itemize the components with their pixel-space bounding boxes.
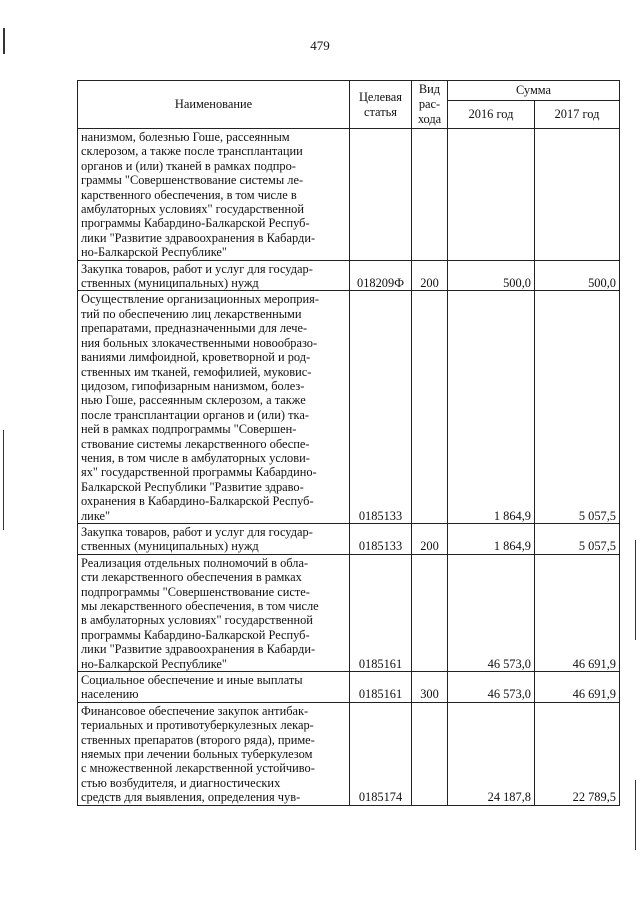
row-expense-type xyxy=(412,129,448,261)
row-name-line: ственных препаратов (второго ряда), приме- xyxy=(81,732,315,747)
row-name-line: с множественной лекарственной устойчиво- xyxy=(81,761,315,776)
row-name-cell xyxy=(78,523,350,554)
row-target-article: 0185133 xyxy=(350,291,412,524)
row-name-line: чения, в том числе в амбулаторных услови- xyxy=(81,450,310,465)
table-row xyxy=(78,260,620,291)
row-sum-2017 xyxy=(535,129,620,261)
row-target-article xyxy=(350,129,412,261)
table-row xyxy=(78,554,620,671)
row-name-line: но-Балкарской Республике" xyxy=(81,656,227,671)
row-name-line: лики "Развитие здравоохранения в Кабарди- xyxy=(81,642,316,657)
header-expense-type-line: рас- xyxy=(418,97,441,111)
row-name-line: подпрограммы "Совершенствование систе- xyxy=(81,584,310,599)
table-body xyxy=(78,129,620,806)
header-target-article-line: Целевая xyxy=(358,90,403,105)
header-sum: Сумма xyxy=(448,81,620,101)
row-sum-2016: 1 864,9 xyxy=(448,523,535,554)
row-sum-2016: 46 573,0 xyxy=(448,672,535,703)
row-sum-2017: 46 691,9 xyxy=(535,554,620,671)
row-sum-2016: 24 187,8 xyxy=(448,702,535,805)
row-name-cell xyxy=(78,672,350,703)
table-row xyxy=(78,291,620,524)
row-expense-type: 300 xyxy=(412,672,448,703)
header-name: Наименование xyxy=(78,81,350,129)
row-sum-2017: 46 691,9 xyxy=(535,672,620,703)
row-name-line: Финансовое обеспечение закупок антибак- xyxy=(81,703,309,718)
row-name-cell xyxy=(78,291,350,524)
scan-edge-mark-right xyxy=(635,540,636,640)
row-name-line: населению xyxy=(81,687,139,702)
row-name-line: ней в рамках подпрограммы "Совершен- xyxy=(81,422,297,437)
budget-table xyxy=(77,80,620,806)
page-number: 479 xyxy=(310,38,330,53)
table-row xyxy=(78,702,620,805)
row-name-line: амбулаторных условиях" государственной xyxy=(81,202,304,217)
table-row xyxy=(78,523,620,554)
row-name-line: тий по обеспечению лиц лекарственными xyxy=(81,306,302,321)
row-name-line: няемых при лечении больных туберкулезом xyxy=(81,747,313,762)
row-name-line: средств для выявления, определения чув- xyxy=(81,790,301,805)
row-name-line: ния больных злокачественными новообразо- xyxy=(81,335,318,350)
row-name-cell xyxy=(78,129,350,261)
row-expense-type xyxy=(412,291,448,524)
row-name-cell xyxy=(78,260,350,291)
scan-edge-mark-right-lower xyxy=(635,780,636,850)
header-year-2016: 2016 год xyxy=(448,101,535,129)
row-target-article: 018209Ф xyxy=(350,260,412,291)
row-name-line: программы Кабардино-Балкарской Респуб- xyxy=(81,627,310,642)
row-name-line: ственных (муниципальных) нужд xyxy=(81,539,259,554)
row-name-line: граммы "Совершенствование системы ле- xyxy=(81,173,304,188)
table-row xyxy=(78,672,620,703)
row-name-cell xyxy=(78,554,350,671)
scan-edge-mark-left-lower xyxy=(3,430,4,530)
row-name-line: Осуществление организационных мероприя- xyxy=(81,292,319,307)
row-name-line: в амбулаторных условиях" государственной xyxy=(81,613,313,628)
row-target-article: 0185174 xyxy=(350,702,412,805)
header-year-2017: 2017 год xyxy=(535,101,620,129)
row-sum-2016: 1 864,9 xyxy=(448,291,535,524)
row-sum-2016: 500,0 xyxy=(448,260,535,291)
row-name-line: Балкарской Республики "Развитие здраво- xyxy=(81,479,304,494)
row-sum-2017: 5 057,5 xyxy=(535,523,620,554)
row-name-line: ственных (муниципальных) нужд xyxy=(81,276,259,291)
header-target-article-line: статья xyxy=(363,104,397,119)
header-expense-type-line: хода xyxy=(417,112,442,126)
row-name-line: после трансплантации органов и (или) тка- xyxy=(81,407,309,422)
row-target-article: 0185161 xyxy=(350,554,412,671)
row-name-line: но-Балкарской Республике" xyxy=(81,245,227,260)
row-name-line: ствование системы лекарственного обеспе- xyxy=(81,436,310,451)
row-name-line: мы лекарственного обеспечения, в том числе xyxy=(81,599,319,613)
row-name-line: териальных и противотуберкулезных лекар- xyxy=(81,718,314,733)
row-name-line: программы Кабардино-Балкарской Респуб- xyxy=(81,216,310,231)
row-name-line: лики "Развитие здравоохранения в Кабарди- xyxy=(81,230,316,245)
row-name-line: охранения в Кабардино-Балкарской Респуб- xyxy=(81,494,314,509)
row-name-cell xyxy=(78,702,350,805)
header-expense-type-line: Вид xyxy=(418,82,441,96)
row-name-line: ях" государственной программы Кабардино- xyxy=(81,465,317,480)
row-sum-2017: 22 789,5 xyxy=(535,702,620,805)
row-sum-2016: 46 573,0 xyxy=(448,554,535,671)
row-name-line: Закупка товаров, работ и услуг для государ- xyxy=(81,261,313,276)
row-sum-2017: 5 057,5 xyxy=(535,291,620,524)
row-name-line: ваниями лимфоидной, кроветворной и род- xyxy=(81,350,311,365)
row-sum-2016 xyxy=(448,129,535,261)
header-target-article xyxy=(350,81,412,129)
row-name-line: лике" xyxy=(81,508,111,523)
row-sum-2017: 500,0 xyxy=(535,260,620,291)
row-expense-type xyxy=(412,554,448,671)
row-target-article: 0185133 xyxy=(350,523,412,554)
row-name-line: Закупка товаров, работ и услуг для государ- xyxy=(81,524,313,539)
row-name-line: Социальное обеспечение и иные выплаты xyxy=(81,673,303,688)
row-name-line: стью возбудителя, и диагностических xyxy=(81,775,281,790)
row-name-line: склерозом, а также после трансплантации xyxy=(81,144,303,159)
row-name-line: органов и (или) тканей в рамках подпро- xyxy=(81,158,296,173)
header-expense-type xyxy=(412,81,448,129)
row-expense-type: 200 xyxy=(412,523,448,554)
row-name-line: препаратами, предназначенными для лече- xyxy=(81,321,308,336)
row-name-line: Реализация отдельных полномочий в обла- xyxy=(81,555,309,570)
table-row xyxy=(78,129,620,261)
row-name-line: сти лекарственного обеспечения в рамках xyxy=(81,570,302,585)
row-name-line: нью Гоше, рассеянным склерозом, а также xyxy=(81,393,306,408)
row-name-line: ственных им тканей, гемофилией, муковис- xyxy=(81,364,312,379)
row-target-article: 0185161 xyxy=(350,672,412,703)
row-expense-type: 200 xyxy=(412,260,448,291)
row-name-line: нанизмом, болезнью Гоше, рассеянным xyxy=(81,130,290,144)
row-expense-type xyxy=(412,702,448,805)
row-name-line: цидозом, гипофизарным нанизмом, болез- xyxy=(81,378,305,393)
row-name-line: карственного обеспечения, в том числе в xyxy=(81,187,297,202)
